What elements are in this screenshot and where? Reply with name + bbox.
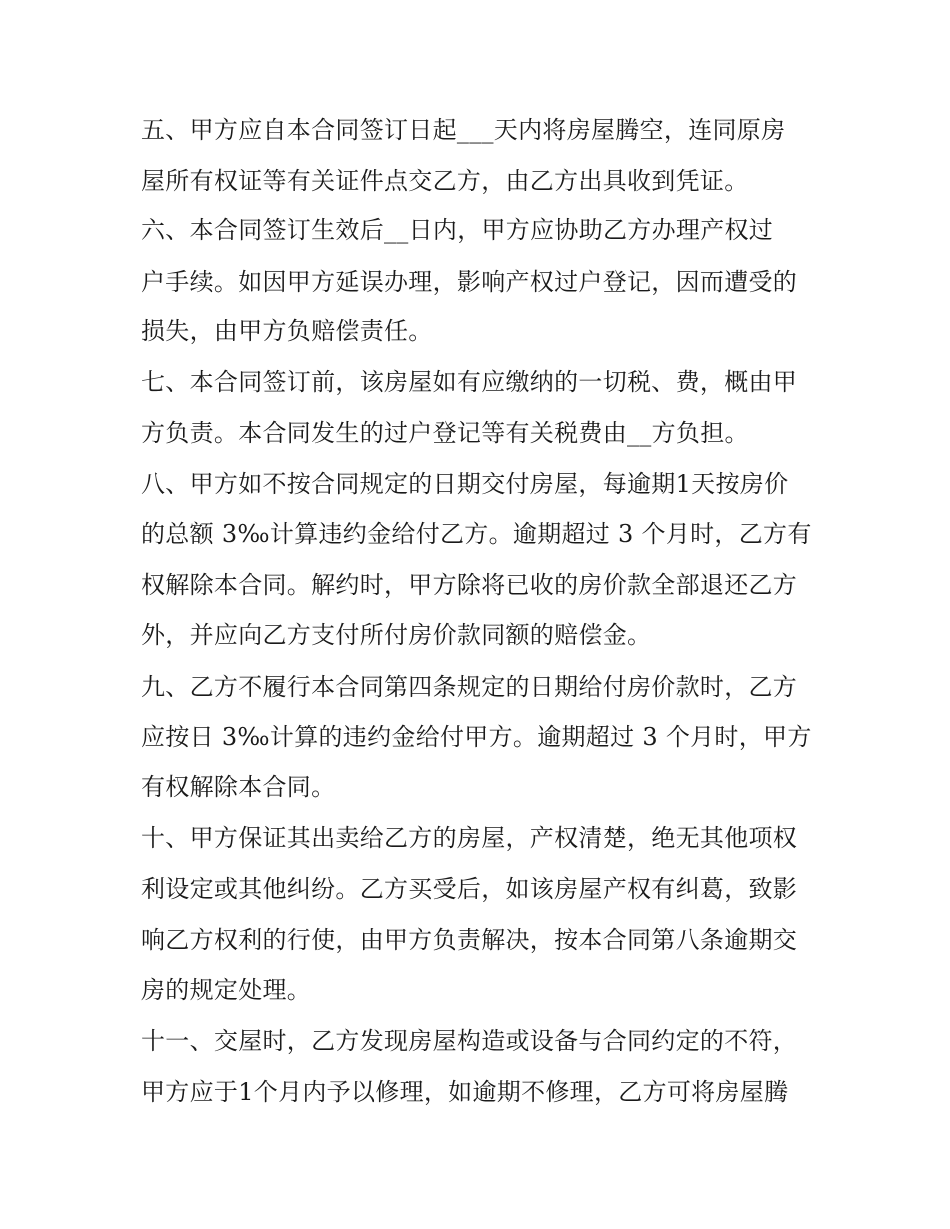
text-line: 外，并应向乙方支付所付房价款同额的赔偿金。	[141, 621, 652, 649]
text-line: 响乙方权利的行使，由甲方负责解决，按本合同第八条逾期交	[141, 926, 798, 954]
text-line: 应按日 3‰计算的违约金给付甲方。逾期超过 3 个月时，甲方	[141, 723, 812, 751]
text-line: 方负责。本合同发生的过户登记等有关税费由__方负担。	[141, 419, 749, 447]
text-line: 权解除本合同。解约时，甲方除将已收的房价款全部退还乙方	[141, 571, 798, 599]
text-line: 房的规定处理。	[141, 976, 312, 1004]
text-line: 的总额 3‰计算违约金给付乙方。逾期超过 3 个月时，乙方有	[141, 520, 812, 548]
text-line: 五、甲方应自本合同签订日起___天内将房屋腾空，连同原房	[141, 116, 786, 144]
text-line: 甲方应于1个月内予以修理，如逾期不修理，乙方可将房屋腾	[141, 1078, 789, 1106]
text-line: 六、本合同签订生效后__日内，甲方应协助乙方办理产权过	[141, 216, 774, 244]
text-line: 九、乙方不履行本合同第四条规定的日期给付房价款时，乙方	[141, 673, 798, 701]
text-line: 损失，由甲方负赔偿责任。	[141, 317, 433, 345]
text-line: 八、甲方如不按合同规定的日期交付房屋，每逾期1天按房价	[141, 470, 789, 498]
text-line: 十一、交屋时，乙方发现房屋构造或设备与合同约定的不符，	[141, 1027, 798, 1055]
text-line: 利设定或其他纠纷。乙方买受后，如该房屋产权有纠葛，致影	[141, 875, 798, 903]
text-line: 户手续。如因甲方延误办理，影响产权过户登记，因而遭受的	[141, 268, 798, 296]
text-line: 十、甲方保证其出卖给乙方的房屋，产权清楚，绝无其他项权	[141, 824, 798, 852]
text-line: 七、本合同签订前，该房屋如有应缴纳的一切税、费，概由甲	[141, 368, 798, 396]
text-line: 屋所有权证等有关证件点交乙方，由乙方出具收到凭证。	[141, 167, 749, 195]
text-line: 有权解除本合同。	[141, 773, 336, 801]
